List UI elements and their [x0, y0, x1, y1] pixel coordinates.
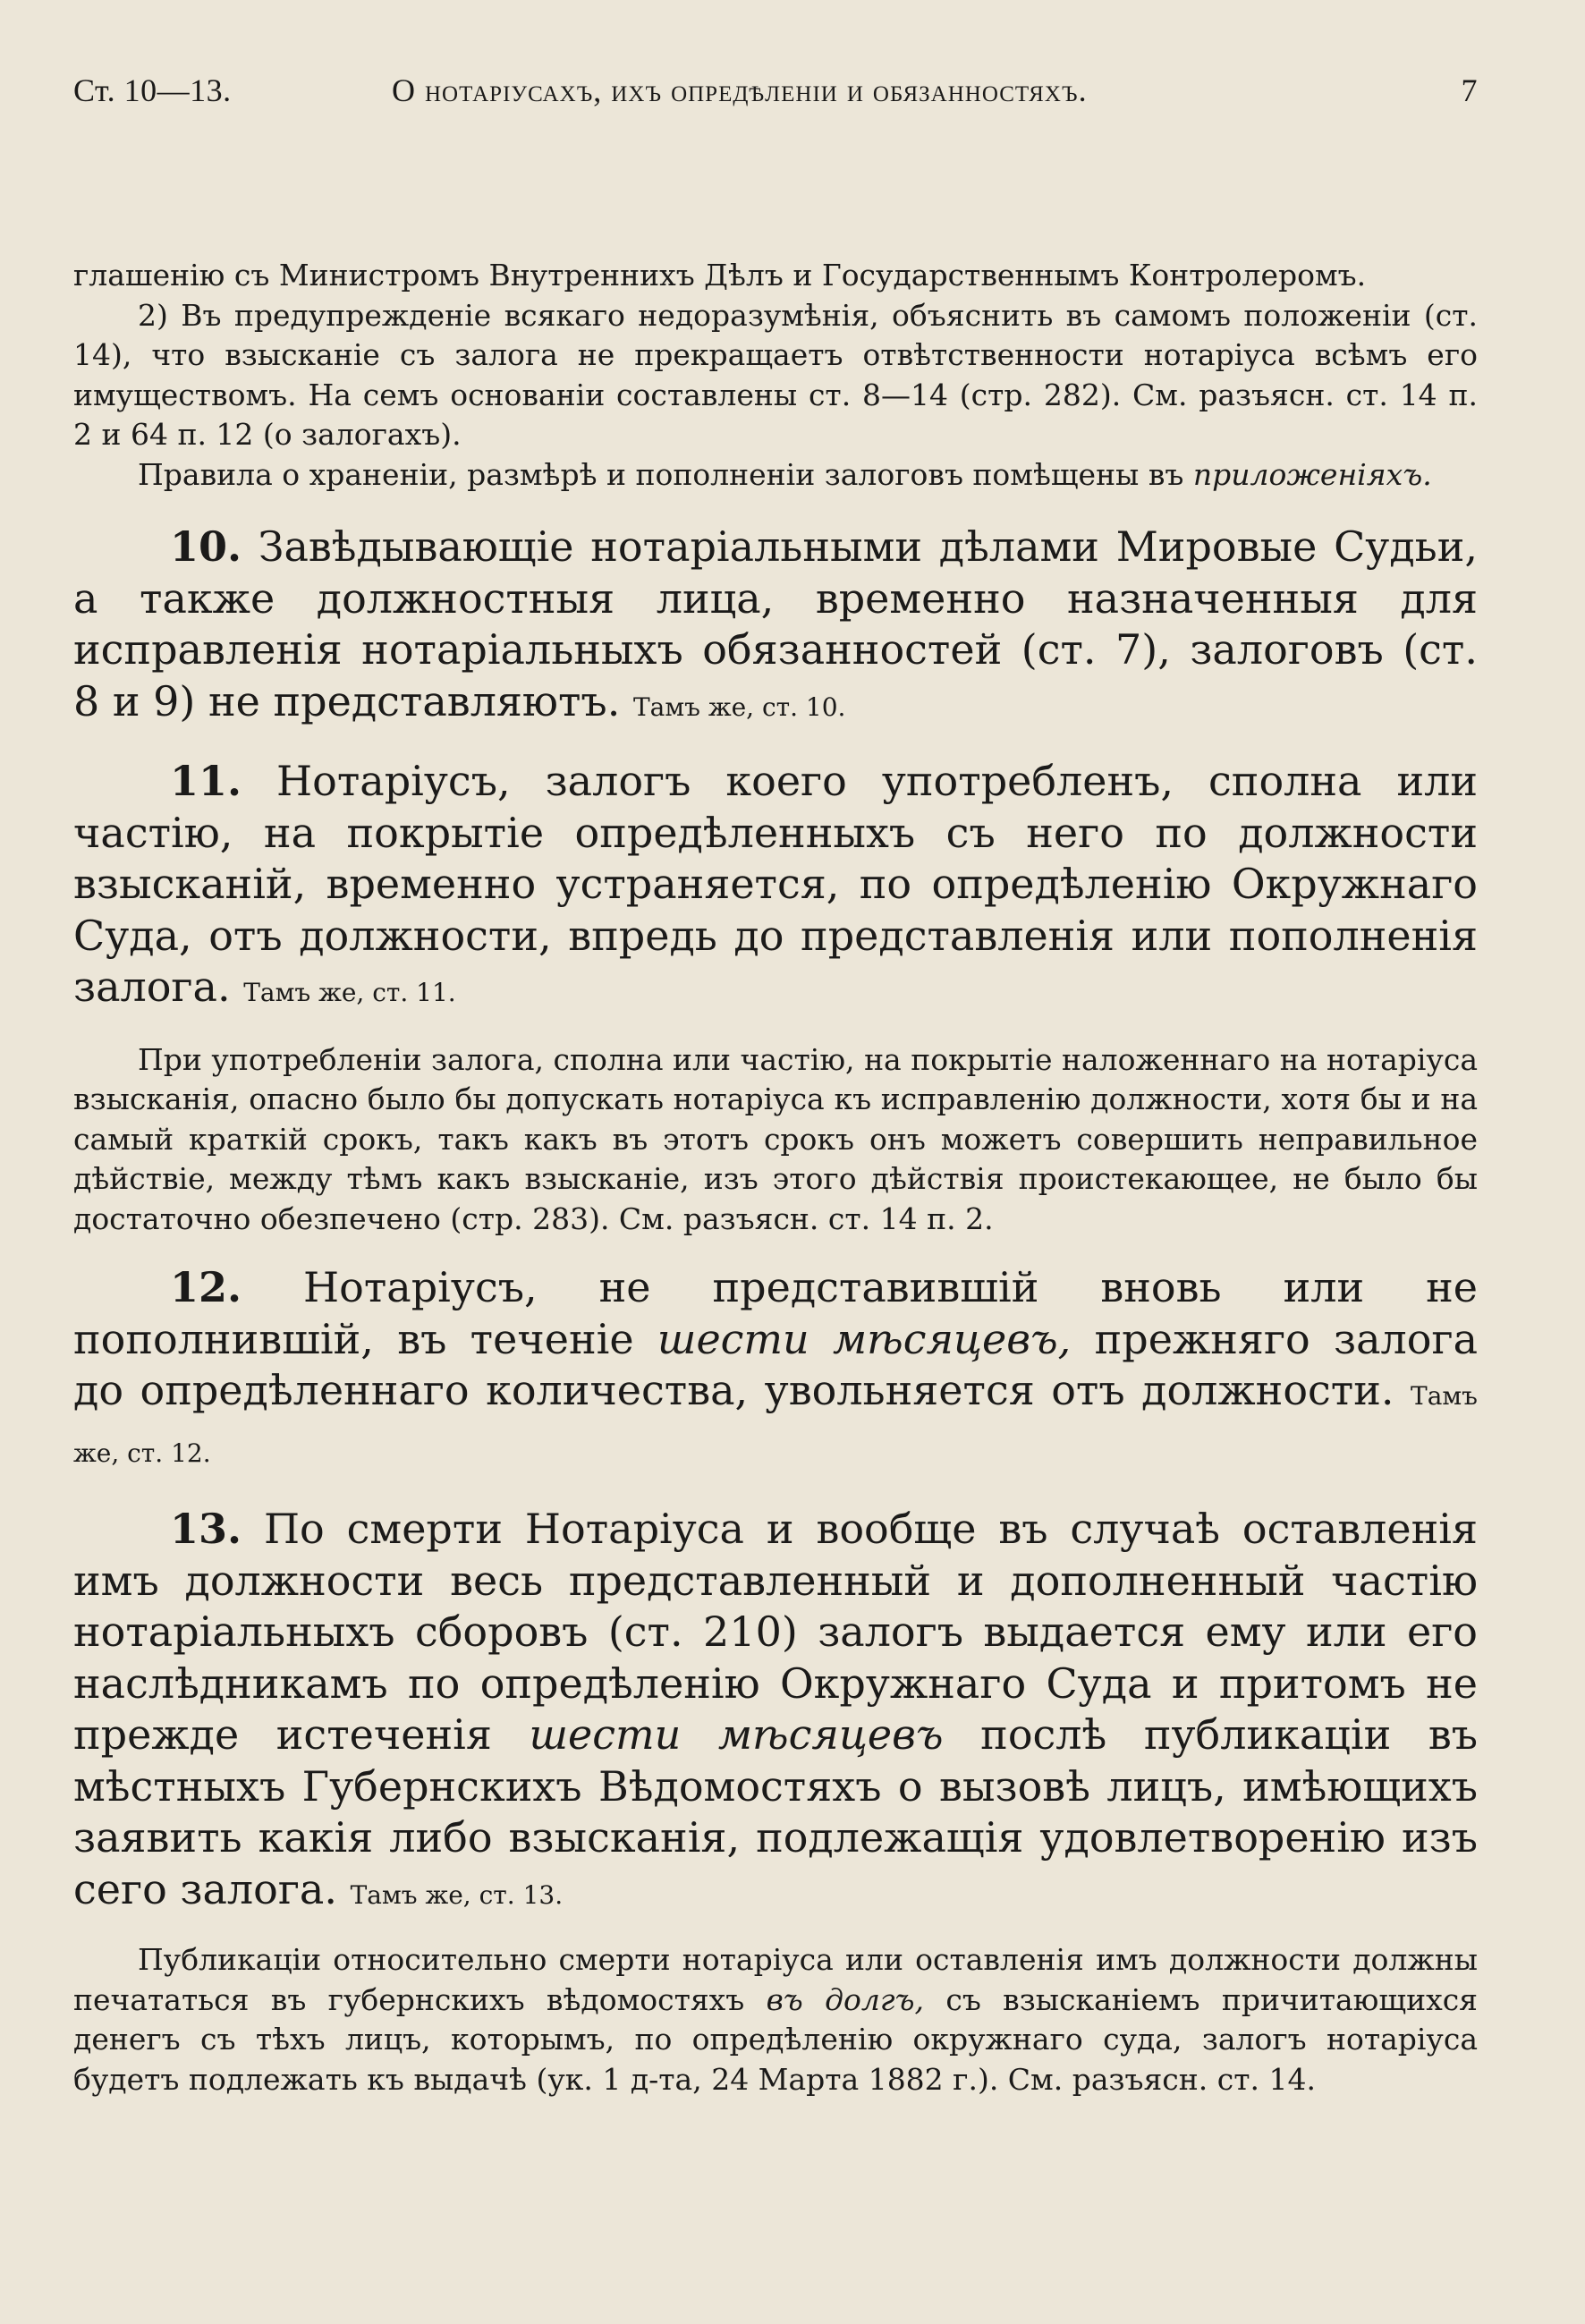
intro-paragraph-2: 2) Въ предупрежденіе всякаго недоразумѣнія, объяснить въ самомъ положеніи (ст. 14), что взысканіе съ залога не прекращаетъ отвѣтственности нотаріуса всѣмъ его имуществомъ. На семъ основаніи составлены ст. 8—14 (стр. 282). См. разъясн. ст. 14 п. 2 и 64 п. 12 (о залогахъ).: [73, 297, 1478, 452]
article-11-note: При употребленіи залога, сполна или частію, на покрытіе наложеннаго на нотаріуса взысканія, опасно было бы допускать нотаріуса къ исправленію должности, хотя бы и на самый краткій срокъ, такъ какъ въ этотъ срокъ онъ можетъ совершить неправильное дѣйствіе, между тѣмъ какъ взысканіе, изъ этого дѣйствія проистекающее, не было бы достаточно обезпечено (стр. 283). См. разъясн. ст. 14 п. 2.: [73, 1041, 1478, 1236]
article-13-note: [73, 1940, 1478, 2099]
article-13-italic: шести мѣсяцевъ: [529, 1710, 944, 1759]
article-12-text-b: прежняго залога до опредѣленнаго количества, увольняется отъ должности.: [73, 1314, 1478, 1414]
article-13-text-a: По смерти Нотаріуса и вообще въ случаѣ оставленія имъ должности весь представленный и дополненный частію нотаріальныхъ сборовъ (ст. 210) залогъ выдается ему или его наслѣдникамъ по опредѣленію Окружнаго Суда и притомъ не прежде истеченія: [73, 1505, 1478, 1759]
article-13: [73, 1504, 1478, 1921]
intro-paragraph-1: глашенію съ Министромъ Внутреннихъ Дѣлъ и Государственнымъ Контролеромъ.: [73, 258, 1367, 293]
article-12: [73, 1262, 1478, 1479]
article-13-note-text-a: Публикаціи относительно смерти нотаріуса или оставленія имъ должности должны печататься въ губернскихъ вѣдомостяхъ: [73, 1942, 1478, 2017]
article-12-number: 12.: [170, 1263, 242, 1311]
header-chapter-title: О нотаріусахъ, ихъ опредѣленіи и обязанностяхъ.: [392, 72, 1088, 108]
article-13-reference: Тамъ же, ст. 13.: [350, 1879, 564, 1910]
article-13-note-italic: въ долгъ,: [766, 1981, 925, 2017]
article-13-number: 13.: [170, 1505, 242, 1553]
article-11-number: 11.: [170, 757, 242, 805]
page-number: 7: [1461, 72, 1478, 108]
article-11: [73, 756, 1478, 1019]
article-10-text: Завѣдывающіе нотаріальными дѣлами Мировые Судьи, а также должностныя лица, временно назначенныя для исправленія нотаріальныхъ обязанностей (ст. 7), залоговъ (ст. 8 и 9) не представляютъ.: [73, 522, 1478, 725]
intro-paragraph-3-text: Правила о храненіи, размѣрѣ и пополненіи залоговъ помѣщены въ: [138, 456, 1193, 492]
article-11-reference: Тамъ же, ст. 11.: [243, 978, 456, 1007]
article-13-text-b: послѣ публикаціи въ мѣстныхъ Губернскихъ Вѣдомостяхъ о вызовѣ лицъ, имѣющихъ заявить какія либо взысканія, подлежащія удовлетворенію изъ сего залога.: [73, 1710, 1478, 1913]
article-11-text: Нотаріусъ, залогъ коего употребленъ, сполна или частію, на покрытіе опредѣленныхъ съ него по должности взысканій, временно устраняется, по опредѣленію Окружнаго Суда, отъ должности, впредь до представленія или пополненія залога.: [73, 757, 1478, 1011]
article-12-reference: Тамъ же, ст. 12.: [73, 1381, 1478, 1468]
article-10-reference: Тамъ же, ст. 10.: [632, 691, 846, 722]
article-10: [73, 522, 1478, 733]
article-10-number: 10.: [170, 522, 242, 571]
header-article-range: Ст. 10—13.: [73, 72, 232, 108]
article-12-text-a: Нотаріусъ, не представившій вновь или не пополнившій, въ теченіе: [73, 1263, 1478, 1363]
intro-paragraph-3: [73, 455, 1478, 496]
intro-paragraph-3-italic: приложеніяхъ.: [1192, 456, 1432, 492]
article-13-note-text-b: съ взысканіемъ причитающихся денегъ съ тѣхъ лицъ, которымъ, по опредѣленію окружнаго суда, залогъ нотаріуса будетъ подлежать къ выдачѣ (ук. 1 д-та, 24 Марта 1882 г.). См. разъясн. ст. 14.: [73, 1981, 1478, 2097]
article-12-italic: шести мѣсяцевъ,: [657, 1314, 1072, 1363]
running-header: [73, 72, 1478, 123]
